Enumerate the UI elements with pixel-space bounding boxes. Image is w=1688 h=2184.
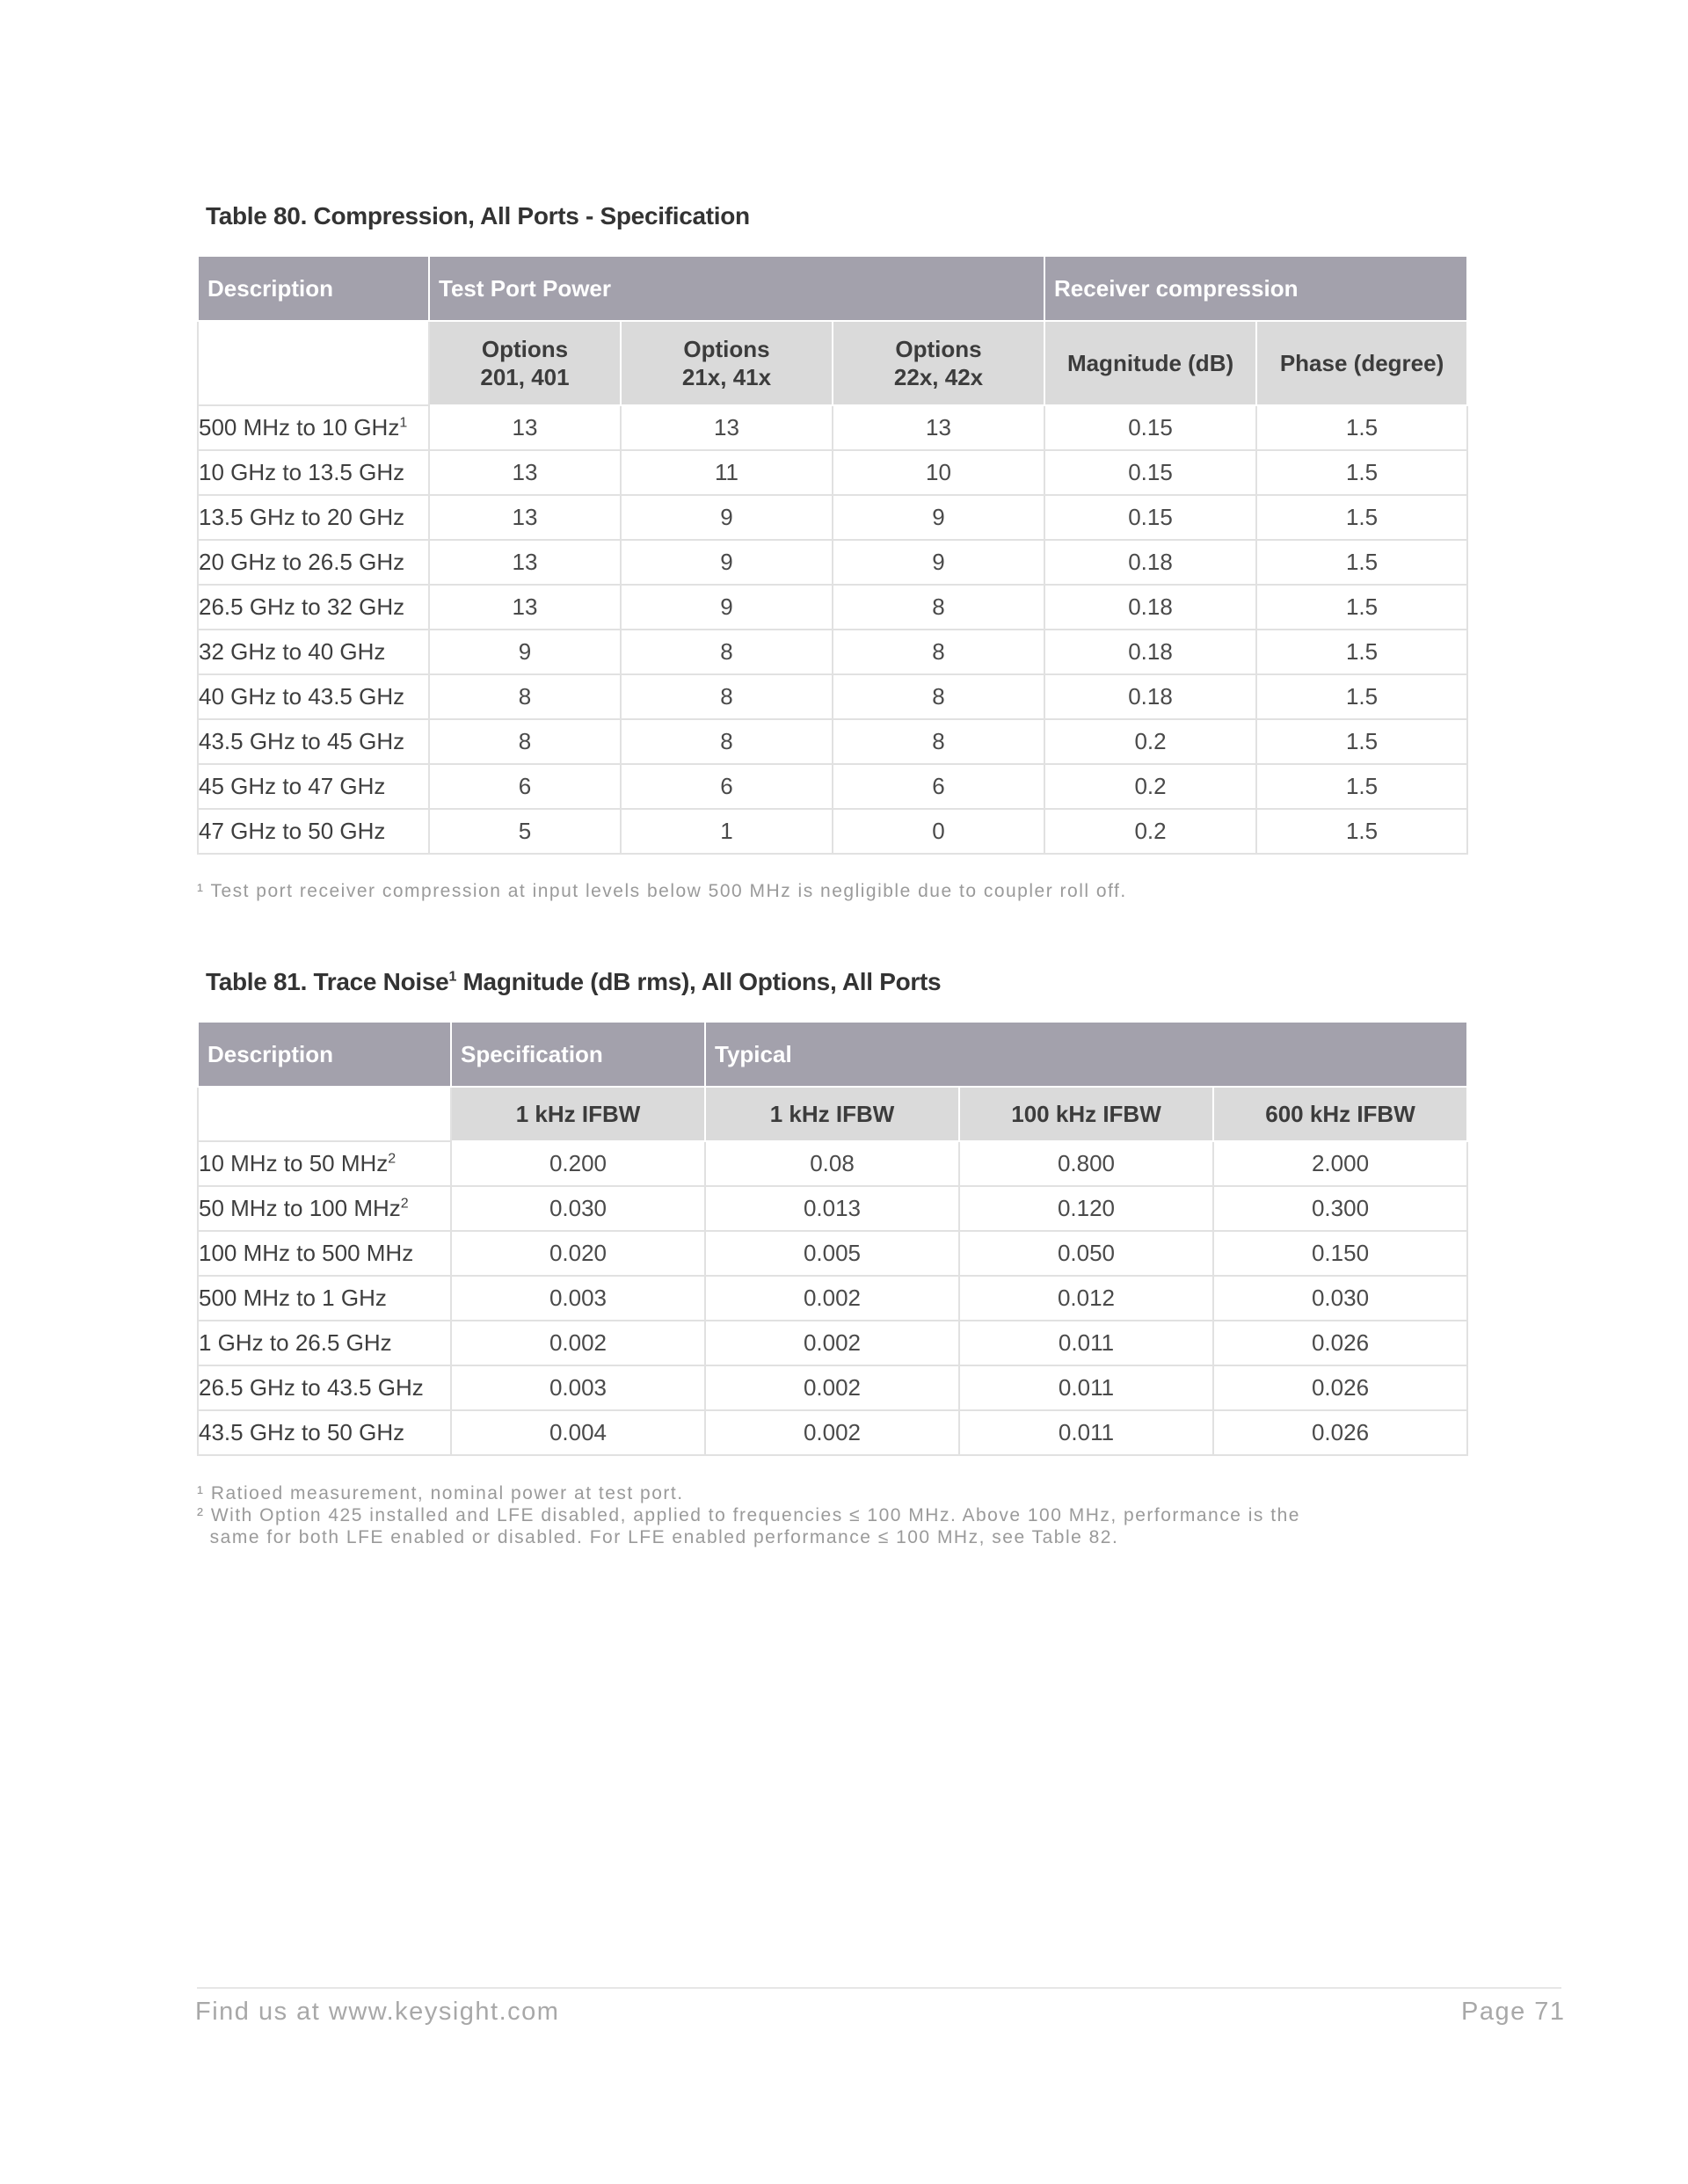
row-value: 9 [621, 585, 833, 630]
row-value: 13 [429, 540, 621, 585]
row-value: 0.2 [1044, 764, 1256, 809]
row-value: 0.18 [1044, 674, 1256, 719]
row-description: 26.5 GHz to 43.5 GHz [198, 1365, 451, 1410]
row-description: 500 MHz to 10 GHz$^1$ [198, 405, 429, 450]
row-description: 26.5 GHz to 32 GHz [198, 585, 429, 630]
row-description: 47 GHz to 50 GHz [198, 809, 429, 854]
table-80-header-test-port-power: Test Port Power [429, 256, 1044, 321]
table-81-subheader-typ-1khz: 1 kHz IFBW [705, 1087, 959, 1141]
footer-page-number: Page 71 [1461, 1998, 1566, 2026]
row-value: 9 [833, 540, 1044, 585]
row-value: 0.003 [451, 1276, 705, 1321]
table-80-subheader-row [198, 321, 1467, 405]
table-81-title: Table 81. Trace Noise$^1$ Magnitude (dB rms), All Options, All Ports [206, 968, 942, 995]
row-value: 0.18 [1044, 540, 1256, 585]
row-value: 1.5 [1256, 764, 1467, 809]
row-value: 0.011 [959, 1321, 1213, 1365]
row-value: 1.5 [1256, 719, 1467, 764]
row-description: 40 GHz to 43.5 GHz [198, 674, 429, 719]
row-value: 11 [621, 450, 833, 495]
row-value: 0.005 [705, 1231, 959, 1276]
row-value: 0.800 [959, 1141, 1213, 1186]
row-value: 0.002 [705, 1365, 959, 1410]
row-value: 8 [833, 585, 1044, 630]
row-value: 1.5 [1256, 450, 1467, 495]
row-value: 1.5 [1256, 630, 1467, 674]
row-value: 8 [621, 630, 833, 674]
table-row [198, 1186, 1467, 1231]
row-value: 9 [429, 630, 621, 674]
row-value: 13 [621, 405, 833, 450]
row-value: 0 [833, 809, 1044, 854]
table-80-subheader-options-201: Options 201, 401 [429, 321, 621, 405]
table-row [198, 585, 1467, 630]
row-description: 50 MHz to 100 MHz$^2$ [198, 1186, 451, 1231]
row-description: 500 MHz to 1 GHz [198, 1276, 451, 1321]
row-value: 0.026 [1213, 1321, 1467, 1365]
row-description: 45 GHz to 47 GHz [198, 764, 429, 809]
table-81-footnote-3: same for both LFE enabled or disabled. For LFE enabled performance ≤ 100 MHz, see Table 82. [197, 1527, 1119, 1547]
row-value: 0.011 [959, 1410, 1213, 1455]
table-81-subheader-typ-600khz: 600 kHz IFBW [1213, 1087, 1467, 1141]
row-value: 0.011 [959, 1365, 1213, 1410]
table-80-header-row [198, 256, 1467, 321]
row-value: 0.2 [1044, 809, 1256, 854]
row-value: 1.5 [1256, 585, 1467, 630]
footer-divider [197, 1987, 1561, 1989]
row-value: 8 [833, 674, 1044, 719]
row-value: 0.15 [1044, 495, 1256, 540]
table-80-subheader-magnitude: Magnitude (dB) [1044, 321, 1256, 405]
row-value: 6 [429, 764, 621, 809]
table-row [198, 540, 1467, 585]
row-description: 13.5 GHz to 20 GHz [198, 495, 429, 540]
row-value: 0.050 [959, 1231, 1213, 1276]
table-81-header-row [198, 1022, 1467, 1087]
row-value: 0.200 [451, 1141, 705, 1186]
row-value: 13 [429, 450, 621, 495]
row-value: 1.5 [1256, 495, 1467, 540]
table-row [198, 495, 1467, 540]
table-row [198, 630, 1467, 674]
row-value: 8 [429, 719, 621, 764]
row-value: 0.012 [959, 1276, 1213, 1321]
row-value: 10 [833, 450, 1044, 495]
row-value: 1.5 [1256, 809, 1467, 854]
row-value: 0.020 [451, 1231, 705, 1276]
table-81-footnote-1: ¹ Ratioed measurement, nominal power at test port. [197, 1483, 684, 1503]
row-value: 13 [429, 495, 621, 540]
table-81-subheader-blank [198, 1087, 451, 1141]
table-80-footnote-1: ¹ Test port receiver compression at input levels below 500 MHz is negligible due to coupler roll off. [197, 881, 1127, 901]
row-value: 8 [621, 674, 833, 719]
table-80-subheader-blank [198, 321, 429, 405]
row-value: 0.030 [1213, 1276, 1467, 1321]
table-81-subheader-spec-1khz: 1 kHz IFBW [451, 1087, 705, 1141]
row-value: 0.002 [705, 1276, 959, 1321]
row-value: 0.002 [705, 1410, 959, 1455]
row-description: 10 MHz to 50 MHz$^2$ [198, 1141, 451, 1186]
table-81-subheader-row [198, 1087, 1467, 1141]
footer-website[interactable]: Find us at www.keysight.com [195, 1998, 560, 2026]
table-row [198, 1141, 1467, 1186]
row-value: 0.300 [1213, 1186, 1467, 1231]
row-value: 0.030 [451, 1186, 705, 1231]
table-80-subheader-options-22x: Options 22x, 42x [833, 321, 1044, 405]
row-value: 0.026 [1213, 1410, 1467, 1455]
row-description: 20 GHz to 26.5 GHz [198, 540, 429, 585]
table-row [198, 1321, 1467, 1365]
row-value: 2.000 [1213, 1141, 1467, 1186]
row-value: 8 [429, 674, 621, 719]
row-value: 0.18 [1044, 630, 1256, 674]
table-81 [197, 1021, 1468, 1456]
row-value: 0.003 [451, 1365, 705, 1410]
table-81-header-typical: Typical [705, 1022, 1467, 1087]
row-value: 5 [429, 809, 621, 854]
row-value: 8 [621, 719, 833, 764]
row-description: 43.5 GHz to 45 GHz [198, 719, 429, 764]
row-description: 1 GHz to 26.5 GHz [198, 1321, 451, 1365]
row-value: 0.120 [959, 1186, 1213, 1231]
table-80-title: Table 80. Compression, All Ports - Specification [206, 202, 750, 229]
row-value: 8 [833, 630, 1044, 674]
table-row [198, 719, 1467, 764]
row-value: 0.004 [451, 1410, 705, 1455]
row-value: 6 [621, 764, 833, 809]
table-row [198, 1365, 1467, 1410]
row-description: 43.5 GHz to 50 GHz [198, 1410, 451, 1455]
row-value: 8 [833, 719, 1044, 764]
row-value: 0.150 [1213, 1231, 1467, 1276]
row-description: 10 GHz to 13.5 GHz [198, 450, 429, 495]
row-value: 13 [429, 585, 621, 630]
table-81-header-specification: Specification [451, 1022, 705, 1087]
row-value: 1.5 [1256, 540, 1467, 585]
row-value: 9 [621, 495, 833, 540]
row-value: 0.002 [705, 1321, 959, 1365]
row-description: 100 MHz to 500 MHz [198, 1231, 451, 1276]
table-row [198, 1410, 1467, 1455]
row-value: 1.5 [1256, 674, 1467, 719]
row-value: 0.18 [1044, 585, 1256, 630]
row-value: 13 [833, 405, 1044, 450]
table-81-body [198, 1141, 1467, 1455]
row-value: 1 [621, 809, 833, 854]
row-value: 0.15 [1044, 450, 1256, 495]
row-value: 0.026 [1213, 1365, 1467, 1410]
table-81-header-description: Description [198, 1022, 451, 1087]
table-80-subheader-phase: Phase (degree) [1256, 321, 1467, 405]
row-value: 0.08 [705, 1141, 959, 1186]
row-value: 1.5 [1256, 405, 1467, 450]
table-80-header-description: Description [198, 256, 429, 321]
table-81-footnote-2: ² With Option 425 installed and LFE disabled, applied to frequencies ≤ 100 MHz. Above 100 MHz, performance is the [197, 1505, 1300, 1525]
table-row [198, 1276, 1467, 1321]
row-value: 9 [621, 540, 833, 585]
row-value: 0.15 [1044, 405, 1256, 450]
row-value: 13 [429, 405, 621, 450]
table-row [198, 764, 1467, 809]
table-81-subheader-typ-100khz: 100 kHz IFBW [959, 1087, 1213, 1141]
table-row [198, 809, 1467, 854]
row-value: 6 [833, 764, 1044, 809]
table-row [198, 674, 1467, 719]
row-value: 0.2 [1044, 719, 1256, 764]
table-row [198, 450, 1467, 495]
table-row [198, 1231, 1467, 1276]
row-value: 0.013 [705, 1186, 959, 1231]
row-description: 32 GHz to 40 GHz [198, 630, 429, 674]
table-80-body [198, 405, 1467, 854]
table-80-subheader-options-21x: Options 21x, 41x [621, 321, 833, 405]
row-value: 9 [833, 495, 1044, 540]
table-80-header-receiver-compression: Receiver compression [1044, 256, 1467, 321]
table-80 [197, 255, 1468, 855]
row-value: 0.002 [451, 1321, 705, 1365]
table-row [198, 405, 1467, 450]
